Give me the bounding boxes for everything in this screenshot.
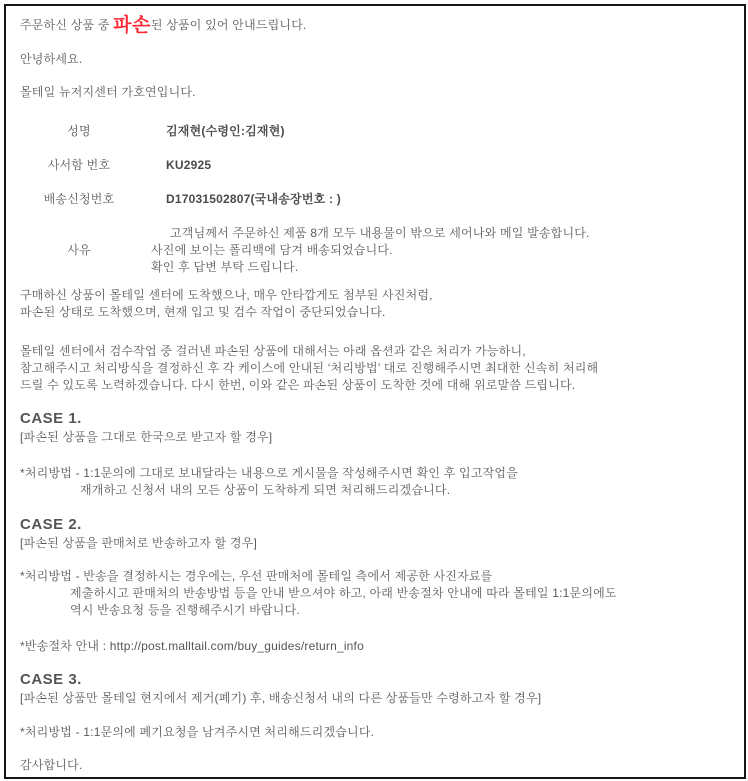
- notice-frame: [4, 4, 746, 779]
- case-3-method: [20, 724, 730, 741]
- recipient-name-value: 김재현(수령인:김재현): [166, 124, 285, 138]
- closing-line: 감사합니다.: [20, 758, 83, 772]
- paragraph-line: 구매하신 상품이 몰테일 센터에 도착했으나, 매우 안타깝게도 첨부된 사진처럼,: [20, 288, 433, 302]
- method-line: *처리방법 - 1:1문의에 그대로 보내달라는 내용으로 게시물을 작성해주시면 확인 후 입고작업을: [20, 466, 518, 480]
- info-label: 배송신청번호: [43, 192, 115, 206]
- paragraph-line: 참고해주시고 처리방식을 결정하신 후 각 케이스에 안내된 ‘처리방법’ 대로 진행해주시면 최대한 신속히 처리해: [20, 361, 599, 375]
- case-2-title: CASE 2.: [20, 516, 82, 533]
- case-1-method: [20, 465, 730, 499]
- mailbox-number-value: KU2925: [166, 158, 212, 172]
- method-line: 제출하시고 판매처의 반송방법 등을 안내 받으셔야 하고, 아래 반송절차 안내에 따라 몰테일 1:1문의에도: [70, 586, 617, 600]
- return-procedure-label: *반송절차 안내 :: [20, 639, 110, 653]
- reason-line: 사진에 보이는 폴리백에 담겨 배송되었습니다.: [151, 243, 393, 257]
- case-1-section: [20, 409, 730, 499]
- shipping-request-number-value: D17031502807(국내송장번호 : ): [166, 192, 341, 206]
- sender-line: 몰테일 뉴저지센터 가호연입니다.: [20, 85, 196, 99]
- reason-line: 확인 후 답변 부탁 드립니다.: [151, 260, 299, 274]
- paragraph-line: 파손된 상태로 도착했으며, 현재 입고 및 검수 작업이 중단되었습니다.: [20, 305, 386, 319]
- method-line: 역시 반송요청 등을 진행해주시기 바랍니다.: [70, 603, 300, 617]
- info-row-name: [20, 123, 730, 140]
- info-row-mailbox: [20, 157, 730, 174]
- shipment-info-table: [20, 123, 730, 276]
- method-line: *처리방법 - 1:1문의에 폐기요청을 남겨주시면 처리해드리겠습니다.: [20, 725, 375, 739]
- arrival-status-paragraph: [20, 287, 730, 321]
- info-label: 사서함 번호: [47, 158, 111, 172]
- case-3-condition: [파손된 상품만 몰테일 현지에서 제거(폐기) 후, 배송신청서 내의 다른 상품들만 수령하고자 할 경우]: [20, 691, 542, 705]
- case-2-method: [20, 568, 730, 619]
- case-3-section: [20, 670, 730, 741]
- paragraph-line: 몰테일 센터에서 검수작업 중 걸러낸 파손된 상품에 대해서는 아래 옵션과 같은 처리가 가능하니,: [20, 344, 526, 358]
- paragraph-line: 드릴 수 있도록 노력하겠습니다. 다시 한번, 이와 같은 파손된 상품이 도착한 것에 대해 위로말씀 드립니다.: [20, 378, 576, 392]
- reason-label: 사유: [67, 243, 91, 257]
- case-3-title: CASE 3.: [20, 671, 82, 688]
- info-label: 성명: [67, 124, 91, 138]
- reason-text: [151, 225, 590, 276]
- intro-line: [20, 14, 730, 37]
- info-row-shipping-request: [20, 191, 730, 208]
- case-1-title: CASE 1.: [20, 410, 82, 427]
- greeting-line: 안녕하세요.: [20, 52, 83, 66]
- method-line: *처리방법 - 반송을 결정하시는 경우에는, 우선 판매처에 몰테일 측에서 제공한 사진자료를: [20, 569, 493, 583]
- case-2-condition: [파손된 상품을 판매처로 반송하고자 할 경우]: [20, 536, 257, 550]
- case-1-condition: [파손된 상품을 그대로 한국으로 받고자 할 경우]: [20, 430, 273, 444]
- info-row-reason: [20, 225, 730, 276]
- return-info-url: http://post.malltail.com/buy_guides/return_info: [109, 639, 364, 653]
- intro-suffix: 된 상품이 있어 안내드립니다.: [150, 18, 307, 32]
- reason-line: 고객님께서 주문하신 제품 8개 모두 내용물이 밖으로 세어나와 메일 발송합니다.: [170, 226, 590, 240]
- method-line: 재개하고 신청서 내의 모든 상품이 도착하게 되면 처리해드리겠습니다.: [80, 483, 451, 497]
- damaged-highlight: 파손: [113, 15, 151, 36]
- intro-prefix: 주문하신 상품 중: [20, 18, 114, 32]
- return-procedure-line: [20, 638, 730, 655]
- case-2-section: [20, 515, 730, 655]
- options-intro-paragraph: [20, 343, 730, 394]
